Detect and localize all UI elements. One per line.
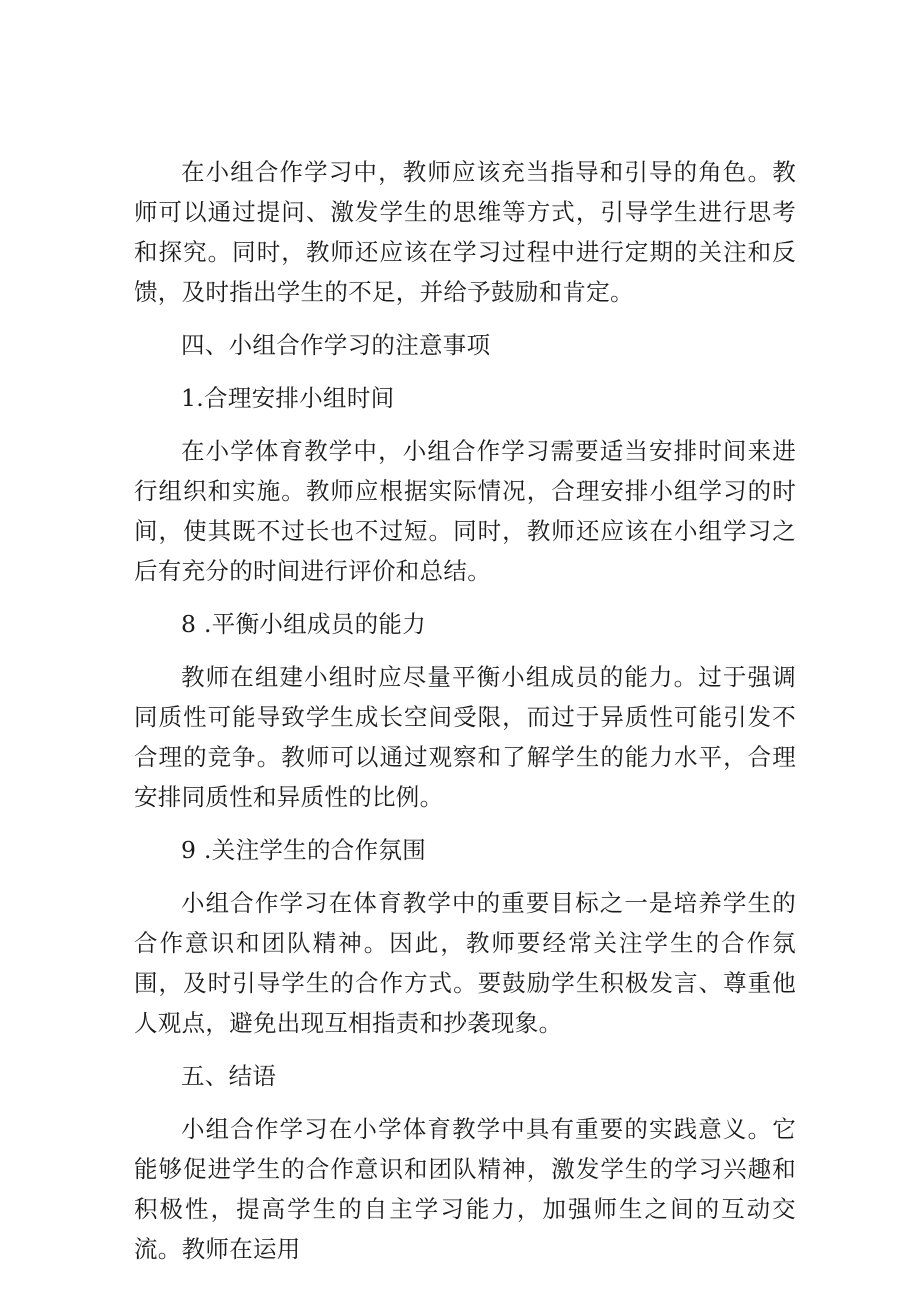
subheading-cooperation-atmosphere: 9 .关注学生的合作氛围 (181, 836, 426, 864)
paragraph-cooperation-atmosphere: 小组合作学习在体育教学中的重要目标之一是培养学生的合作意识和团队精神。因此，教师要经常关注学生的合作氛围，及时引导学生的合作方式。要鼓励学生积极发言、尊重他人观点，避免出现互相指责和抄袭现象。 (134, 889, 796, 1037)
paragraph-arrange-time: 在小学体育教学中，小组合作学习需要适当安排时间来进行组织和实施。教师应根据实际情况，合理安排小组学习的时间，使其既不过长也不过短。同时，教师还应该在小组学习之后有充分的时间进行评价和总结。 (134, 437, 796, 585)
section-heading-precautions: 四、小组合作学习的注意事项 (181, 331, 491, 359)
section-heading-conclusion: 五、结语 (181, 1062, 277, 1090)
document-body (134, 152, 796, 1282)
paragraph-balance-ability: 教师在组建小组时应尽量平衡小组成员的能力。过于强调同质性可能导致学生成长空间受限，而过于异质性可能引发不合理的竞争。教师可以通过观察和了解学生的能力水平，合理安排同质性和异质性的比例。 (134, 663, 796, 811)
subheading-arrange-time: 1.合理安排小组时间 (181, 384, 395, 412)
paragraph-teacher-role: 在小组合作学习中，教师应该充当指导和引导的角色。教师可以通过提问、激发学生的思维等方式，引导学生进行思考和探究。同时，教师还应该在学习过程中进行定期的关注和反馈，及时指出学生的不足，并给予鼓励和肯定。 (134, 158, 796, 306)
subheading-balance-ability: 8 .平衡小组成员的能力 (181, 610, 426, 638)
paragraph-conclusion: 小组合作学习在小学体育教学中具有重要的实践意义。它能够促进学生的合作意识和团队精神，激发学生的学习兴趣和积极性，提高学生的自主学习能力，加强师生之间的互动交流。教师在运用 (134, 1115, 796, 1263)
